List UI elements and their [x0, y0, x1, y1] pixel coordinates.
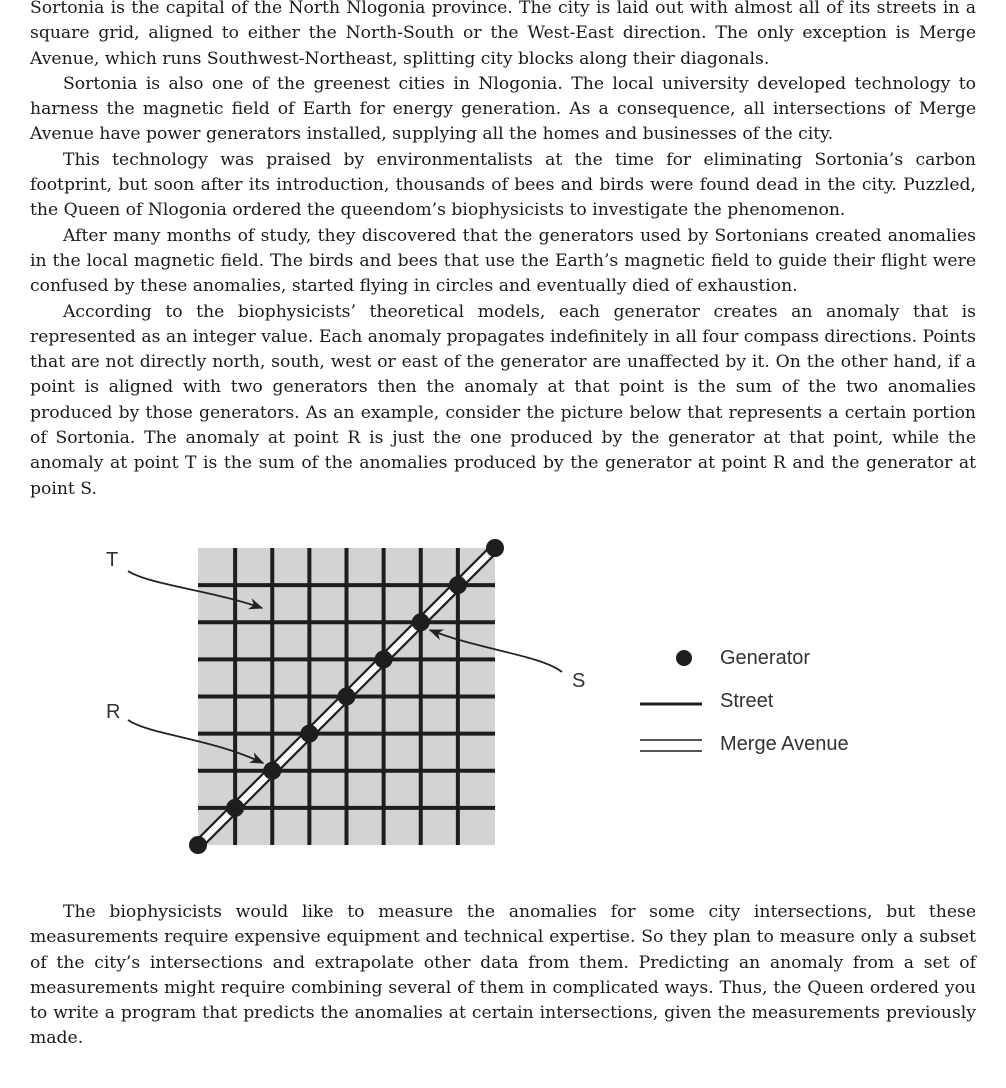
avenue-outline [198, 548, 495, 845]
generators [189, 539, 504, 854]
arrow-s [430, 630, 562, 672]
legend-street-label: Street [720, 690, 774, 712]
label-s: S [572, 670, 586, 692]
merge-avenue [198, 548, 495, 845]
legend-generator-label: Generator [720, 647, 811, 669]
generator-dot [449, 576, 467, 594]
generator-dot [189, 836, 207, 854]
paragraph-discovery: After many months of study, they discovered that the generators used by Sortonians created anomalies in the local magnetic field. The birds and bees that use the Earth’s magnetic field to guide their flight were confused by these anomalies, started flying in circles and eventually died of exhaustion. [30, 225, 976, 297]
paragraph-model: According to the biophysicists’ theoretical models, each generator creates an anomaly that is represented as an integer value. Each anomaly propagates indefinitely in all four compass directions. Points that are not directly north, south, west or east of the generator are unaffected by it. On the other hand, if a point is aligned with two generators then the anomaly at that point is the sum of the two anomalies produced by those generators. As an example, consider the picture below that represents a certain portion of Sortonia. The anomaly at point R is just the one produced by the generator at that point, while the anomaly at point T is the sum of the anomalies produced by the generator at point R and the generator at point S. [30, 301, 977, 499]
label-r: R [106, 701, 121, 723]
legend [640, 647, 849, 755]
paragraph-green-city: Sortonia is also one of the greenest cities in Nlogonia. The local university developed technology to harness the magnetic field of Earth for energy generation. As a consequence, all intersections of Merge Avenue have power generators installed, supplying all the homes and businesses of the city. [30, 73, 976, 145]
legend-avenue-label: Merge Avenue [720, 733, 849, 755]
generator-dot [412, 613, 430, 631]
paragraph-bees-birds: This technology was praised by environmentalists at the time for eliminating Sortonia’s carbon footprint, but soon after its introduction, thousands of bees and birds were found dead in the city. Puzzled, the Queen of Nlogonia ordered the queendom’s biophysicists to investigate the phenomenon. [30, 149, 976, 221]
paragraph-task: The biophysicists would like to measure the anomalies for some city intersections, but these measurements require expensive equipment and technical expertise. So they plan to measure only a subset of the city’s intersections and extrapolate other data from them. Predicting an anomaly from a set of measurements might require combining several of them in complicated ways. Thus, the Queen ordered you to write a program that predicts the anomalies at certain intersections, given the measurements previously made. [30, 902, 976, 1049]
generator-dot [486, 539, 504, 557]
problem-statement-bottom [30, 900, 976, 1052]
generator-dot [263, 762, 281, 780]
generator-dot [338, 688, 356, 706]
city-grid [198, 548, 495, 845]
legend-generator-icon [676, 650, 692, 666]
arrow-t [128, 571, 262, 608]
city-blocks-background [198, 548, 495, 845]
avenue-fill [198, 548, 495, 845]
generator-dot [226, 799, 244, 817]
generator-dot [300, 725, 318, 743]
paragraph-intro: Sortonia is the capital of the North Nlogonia province. The city is laid out with almost all of its streets in a square grid, aligned to either the North-South or the West-East direction. The only exception is Merge Avenue, which runs Southwest-Northeast, splitting city blocks along their diagonals. [30, 0, 976, 69]
label-t: T [106, 549, 119, 571]
arrow-r [128, 720, 263, 763]
problem-statement-top [30, 0, 976, 502]
generator-dot [375, 650, 393, 668]
